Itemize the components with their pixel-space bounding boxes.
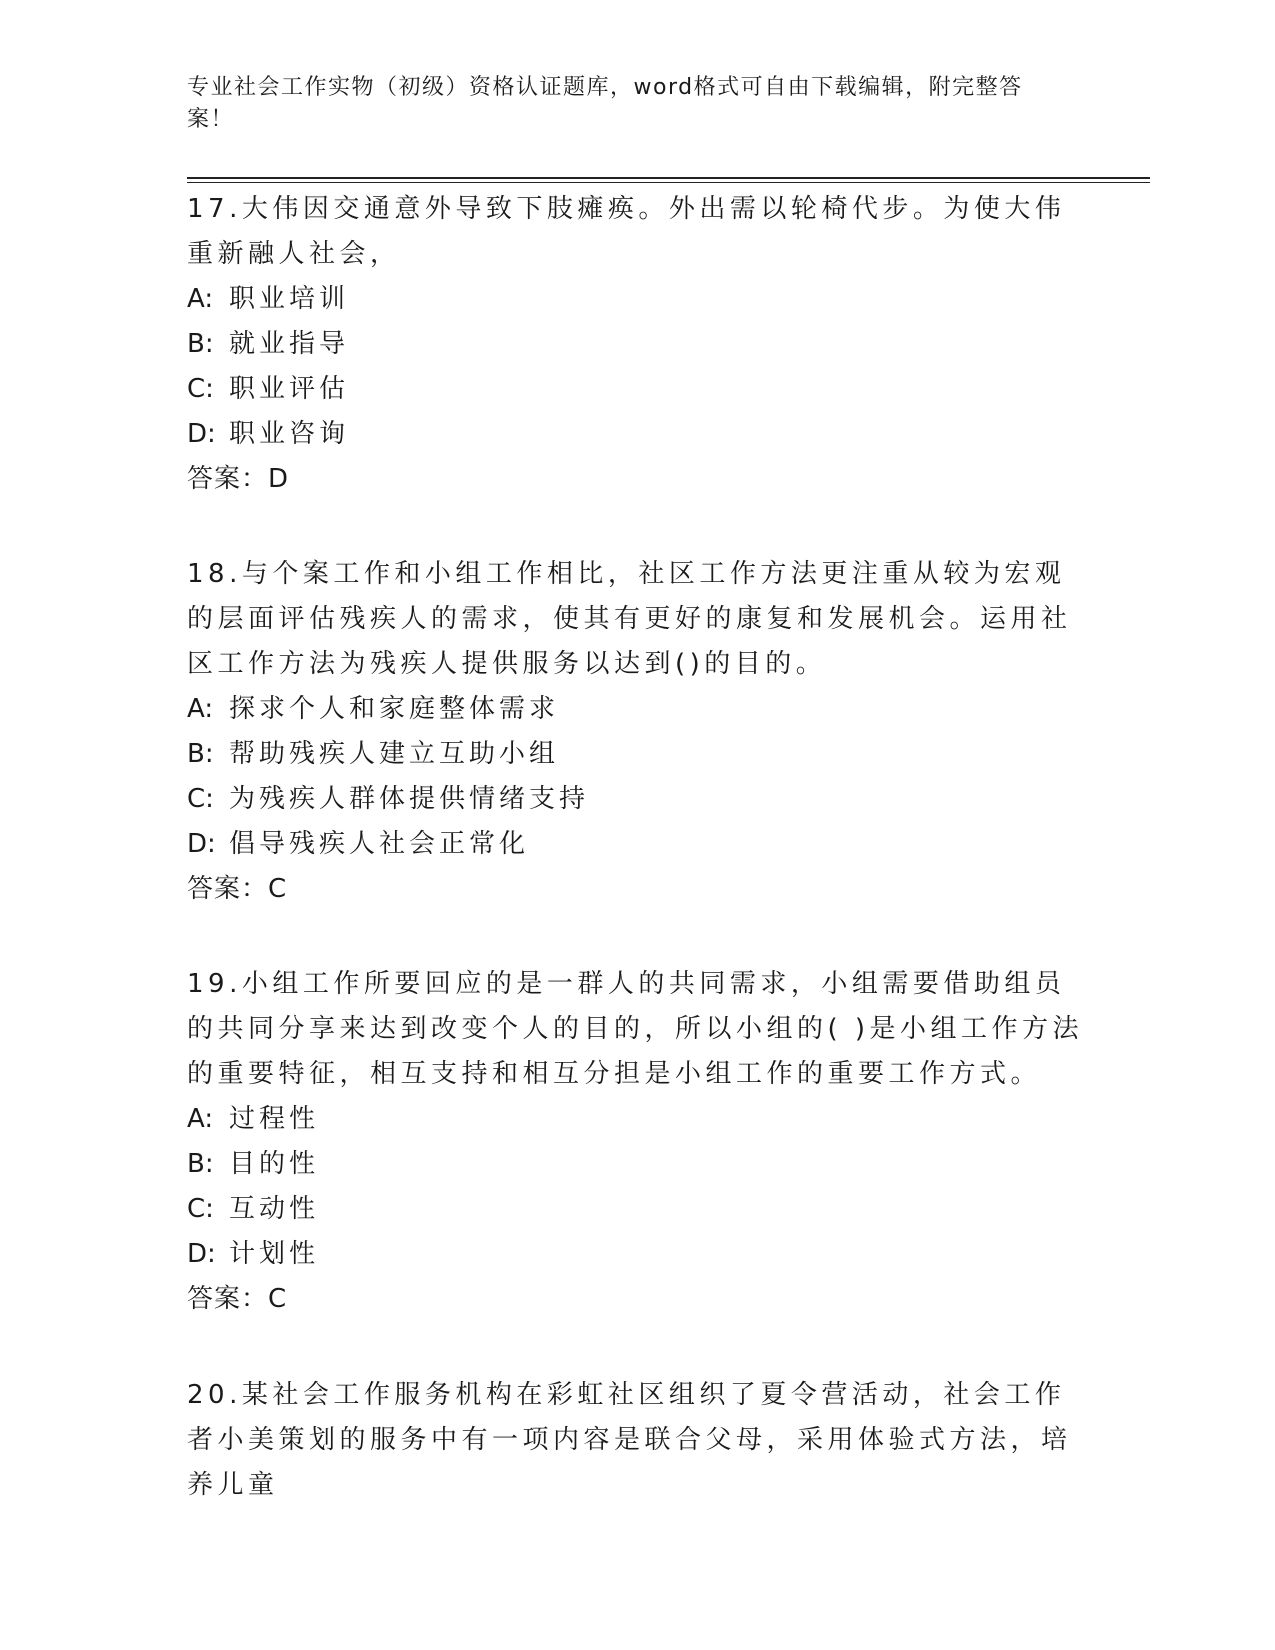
header-divider-thin <box>187 182 1150 183</box>
option-text: 职业培训 <box>229 284 350 314</box>
option-key: D: <box>187 419 216 449</box>
option-key: C: <box>187 1194 214 1224</box>
option-c <box>187 1187 1087 1232</box>
option-key: A: <box>187 694 214 724</box>
question-17 <box>187 187 1087 502</box>
option-a <box>187 687 1087 732</box>
option-a <box>187 1097 1087 1142</box>
option-text: 计划性 <box>229 1239 320 1269</box>
option-key: C: <box>187 784 214 814</box>
option-text: 探求个人和家庭整体需求 <box>229 694 560 724</box>
option-key: B: <box>187 329 214 359</box>
answer-line: 答案：C <box>187 1284 288 1314</box>
option-d <box>187 1232 1087 1277</box>
option-key: A: <box>187 284 214 314</box>
option-text: 倡导残疾人社会正常化 <box>229 829 530 859</box>
question-18 <box>187 552 1087 912</box>
option-key: C: <box>187 374 214 404</box>
option-text: 就业指导 <box>229 329 350 359</box>
question-20 <box>187 1373 1087 1508</box>
option-key: B: <box>187 739 214 769</box>
option-text: 过程性 <box>229 1104 320 1134</box>
option-key: B: <box>187 1149 214 1179</box>
answer-line: 答案：C <box>187 874 288 904</box>
option-key: D: <box>187 829 216 859</box>
option-c <box>187 777 1087 822</box>
question-19 <box>187 962 1087 1322</box>
question-stem: 20.某社会工作服务机构在彩虹社区组织了夏令营活动，社会工作者小美策划的服务中有一项内容是联合父母，采用体验式方法，培养儿童 <box>187 1380 1072 1500</box>
question-stem: 17.大伟因交通意外导致下肢瘫痪。外出需以轮椅代步。为使大伟重新融人社会， <box>187 194 1066 269</box>
option-text: 为残疾人群体提供情绪支持 <box>229 784 590 814</box>
option-b <box>187 732 1087 777</box>
option-key: D: <box>187 1239 216 1269</box>
option-b <box>187 322 1087 367</box>
option-a <box>187 277 1087 322</box>
option-key: A: <box>187 1104 214 1134</box>
document-header: 专业社会工作实物（初级）资格认证题库，word格式可自由下载编辑，附完整答案！ <box>187 75 1023 132</box>
option-c <box>187 367 1087 412</box>
option-text: 互动性 <box>229 1194 320 1224</box>
question-stem: 18.与个案工作和小组工作相比，社区工作方法更注重从较为宏观的层面评估残疾人的需求，使其有更好的康复和发展机会。运用社区工作方法为残疾人提供服务以达到()的目的。 <box>187 559 1072 679</box>
option-text: 职业咨询 <box>229 419 350 449</box>
option-text: 职业评估 <box>229 374 350 404</box>
question-stem: 19.小组工作所要回应的是一群人的共同需求，小组需要借助组员的共同分享来达到改变个人的目的，所以小组的( )是小组工作方法的重要特征，相互支持和相互分担是小组工作的重要工作方式。 <box>187 969 1084 1089</box>
option-d <box>187 412 1087 457</box>
answer-line: 答案：D <box>187 464 290 494</box>
option-text: 帮助残疾人建立互助小组 <box>229 739 560 769</box>
option-text: 目的性 <box>229 1149 320 1179</box>
header-divider-thick <box>187 177 1150 179</box>
option-d <box>187 822 1087 867</box>
option-b <box>187 1142 1087 1187</box>
